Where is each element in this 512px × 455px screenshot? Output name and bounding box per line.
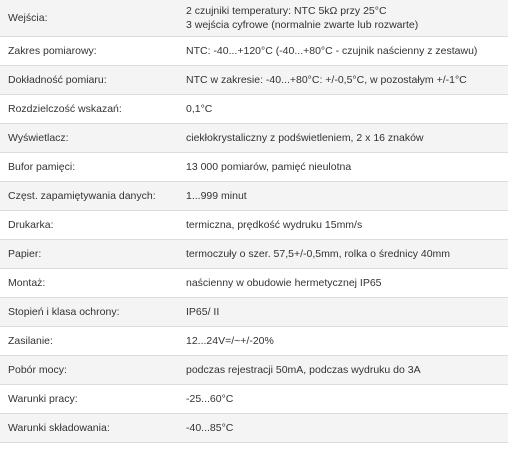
spec-label: Dokładność pomiaru: xyxy=(0,66,176,95)
spec-label: Częst. zapamiętywania danych: xyxy=(0,182,176,211)
spec-label: Rozdzielczość wskazań: xyxy=(0,95,176,124)
spec-value xyxy=(176,153,508,182)
spec-row xyxy=(0,153,508,182)
spec-row xyxy=(0,124,508,153)
spec-value xyxy=(176,182,508,211)
spec-value xyxy=(176,95,508,124)
spec-value xyxy=(176,124,508,153)
spec-value-line: termiczna, prędkość wydruku 15mm/s xyxy=(186,219,363,231)
spec-value xyxy=(176,0,508,37)
spec-row xyxy=(0,66,508,95)
spec-value xyxy=(176,240,508,269)
spec-value-line: -25...60°C xyxy=(186,393,234,405)
spec-row xyxy=(0,0,508,37)
spec-value xyxy=(176,66,508,95)
spec-value-line: termoczuły o szer. 57,5+/-0,5mm, rolka o średnicy 40mm xyxy=(186,248,451,260)
spec-value-line: 0,1°C xyxy=(186,103,213,115)
spec-row xyxy=(0,385,508,414)
spec-row xyxy=(0,298,508,327)
spec-row xyxy=(0,414,508,443)
spec-row xyxy=(0,269,508,298)
spec-value-line: 13 000 pomiarów, pamięć nieulotna xyxy=(186,161,352,173)
spec-value-line: 1...999 minut xyxy=(186,190,247,202)
spec-label: Drukarka: xyxy=(0,211,176,240)
spec-label: Papier: xyxy=(0,240,176,269)
spec-row xyxy=(0,37,508,66)
spec-label: Zasilanie: xyxy=(0,327,176,356)
spec-value xyxy=(176,37,508,66)
spec-label: Wyświetlacz: xyxy=(0,124,176,153)
spec-row xyxy=(0,182,508,211)
spec-label: Bufor pamięci: xyxy=(0,153,176,182)
spec-row xyxy=(0,95,508,124)
spec-value-line: NTC: -40...+120°C (-40...+80°C - czujnik naścienny z zestawu) xyxy=(186,45,478,57)
spec-label: Stopień i klasa ochrony: xyxy=(0,298,176,327)
spec-label: Wejścia: xyxy=(0,0,176,37)
spec-value xyxy=(176,327,508,356)
spec-value xyxy=(176,211,508,240)
spec-label: Pobór mocy: xyxy=(0,356,176,385)
spec-value-line: ciekłokrystaliczny z podświetleniem, 2 x 16 znaków xyxy=(186,132,424,144)
spec-value xyxy=(176,356,508,385)
spec-label: Montaż: xyxy=(0,269,176,298)
spec-value-line: IP65/ II xyxy=(186,306,220,318)
spec-value-line: -40...85°C xyxy=(186,422,234,434)
spec-value xyxy=(176,298,508,327)
spec-value-line: 12...24V=/~+/-20% xyxy=(186,335,274,347)
spec-value xyxy=(176,385,508,414)
spec-value-line: NTC w zakresie: -40...+80°C: +/-0,5°C, w pozostałym +/-1°C xyxy=(186,74,467,86)
spec-row xyxy=(0,327,508,356)
spec-value-line: naścienny w obudowie hermetycznej IP65 xyxy=(186,277,382,289)
spec-value xyxy=(176,269,508,298)
spec-row xyxy=(0,211,508,240)
spec-value-line: podczas rejestracji 50mA, podczas wydruku do 3A xyxy=(186,364,421,376)
spec-value-line: 3 wejścia cyfrowe (normalnie zwarte lub rozwarte) xyxy=(186,19,419,31)
spec-label: Warunki składowania: xyxy=(0,414,176,443)
spec-label: Warunki pracy: xyxy=(0,385,176,414)
spec-value-line: 2 czujniki temperatury: NTC 5kΩ przy 25°C xyxy=(186,5,387,17)
spec-row xyxy=(0,356,508,385)
spec-row xyxy=(0,240,508,269)
spec-label: Zakres pomiarowy: xyxy=(0,37,176,66)
spec-value xyxy=(176,414,508,443)
